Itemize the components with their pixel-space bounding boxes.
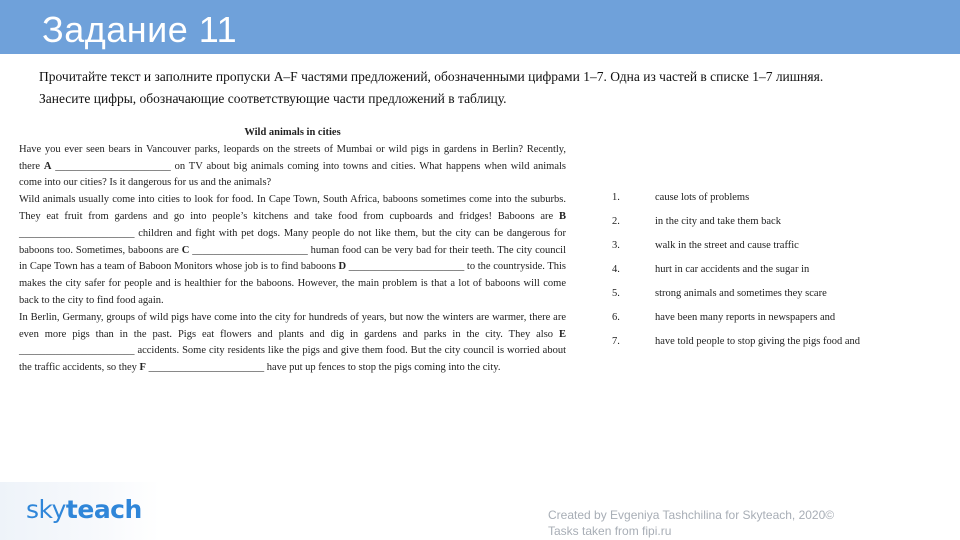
list-item [612,332,942,356]
option-number: 4. [612,264,620,275]
text-fragment: Have you ever seen bears in Vancouver parks, leopards on the streets of Mumbai or wild pigs in gardens in Berlin? Recently, there [19,143,566,172]
list-item [612,212,942,236]
paragraph-2 [19,192,566,310]
text-fragment: ______________________ children and fight with pet dogs. Many people do not like them, but the city can be dangerous for baboons too. Sometimes, baboons are [19,227,566,256]
option-number: 6. [612,312,620,323]
instructions-line-1: Прочитайте текст и заполните пропуски A–F частями предложений, обозначенными цифрами 1–7. Одна из частей в списке 1–7 лишняя. [39,69,824,84]
paragraph-1 [19,142,566,192]
option-text: in the city and take them back [655,216,781,227]
option-number: 1. [612,192,620,203]
text-fragment: Wild animals usually come into cities to look for food. In Cape Town, South Africa, baboons sometimes come into the suburbs. They eat fruit from gardens and go into people’s kitchens and take food from cupboards and fridges! Baboons are [19,194,566,222]
text-fragment: In Berlin, Germany, groups of wild pigs have come into the city for hundreds of years, but now the winters are warmer, there are even more pigs than in the past. Pigs eat flowers and plants and dig in gardens and parks in the city. They also [19,311,566,340]
option-number: 7. [612,336,620,347]
list-item [612,284,942,308]
text-fragment: ______________________ accidents. Some city residents like the pigs and give them food. But the city council is worried about the traffic accidents, so they [19,345,566,374]
option-number: 2. [612,216,620,227]
option-text: strong animals and sometimes they scare [655,288,827,299]
text-fragment: ______________________ have put up fences to stop the pigs coming into the city. [145,362,501,374]
option-number: 5. [612,288,620,299]
gap-a-letter: A [43,160,52,172]
logo-light-part: sky [26,495,66,524]
list-item [612,236,942,260]
page-title: Задание 11 [42,9,238,50]
text-fragment: ______________________ on TV about big animals coming into towns and cities. What happens when wild animals come into our cities? Is it dangerous for us and the animals? [19,160,566,189]
list-item [612,188,942,212]
option-text: hurt in car accidents and the sugar in [655,264,810,275]
text-fragment: ______________________ to the countryside. This makes the city safer for people and is healthier for the baboons. However, the main problem is that a lot of baboons will come back to the city to find food again. [19,261,566,306]
credits-line-1: Created by Evgeniya Tashchilina for Skyteach, 2020© [548,508,835,522]
credits-line-2: Tasks taken from fipi.ru [548,524,672,538]
task-instructions [39,66,919,110]
option-number: 3. [612,240,620,251]
option-text: have told people to stop giving the pigs food and [655,336,861,347]
list-item [612,308,942,332]
answer-options-list [612,188,942,356]
gap-c-letter: C [181,244,190,256]
text-title: Wild animals in cities [244,127,341,138]
gap-e-letter: E [558,328,566,340]
credits [548,507,834,539]
reading-text [19,125,566,377]
option-text: walk in the street and cause traffic [655,240,799,251]
gap-f-letter: F [139,362,146,374]
list-item [612,260,942,284]
gap-d-letter: D [338,261,347,273]
paragraph-3 [19,310,566,377]
logo-bold-part: teach [65,495,142,524]
option-text: have been many reports in newspapers and [655,312,836,323]
skyteach-logo [26,495,142,524]
gap-b-letter: B [558,210,566,222]
header-bar [0,0,960,54]
option-text: cause lots of problems [655,192,750,203]
text-fragment: ______________________ human food can be very bad for their teeth. The city council in Cape Town has a team of Baboon Monitors whose job is to find baboons [19,244,566,273]
instructions-line-2: Занесите цифры, обозначающие соответствующие части предложений в таблицу. [39,91,507,106]
